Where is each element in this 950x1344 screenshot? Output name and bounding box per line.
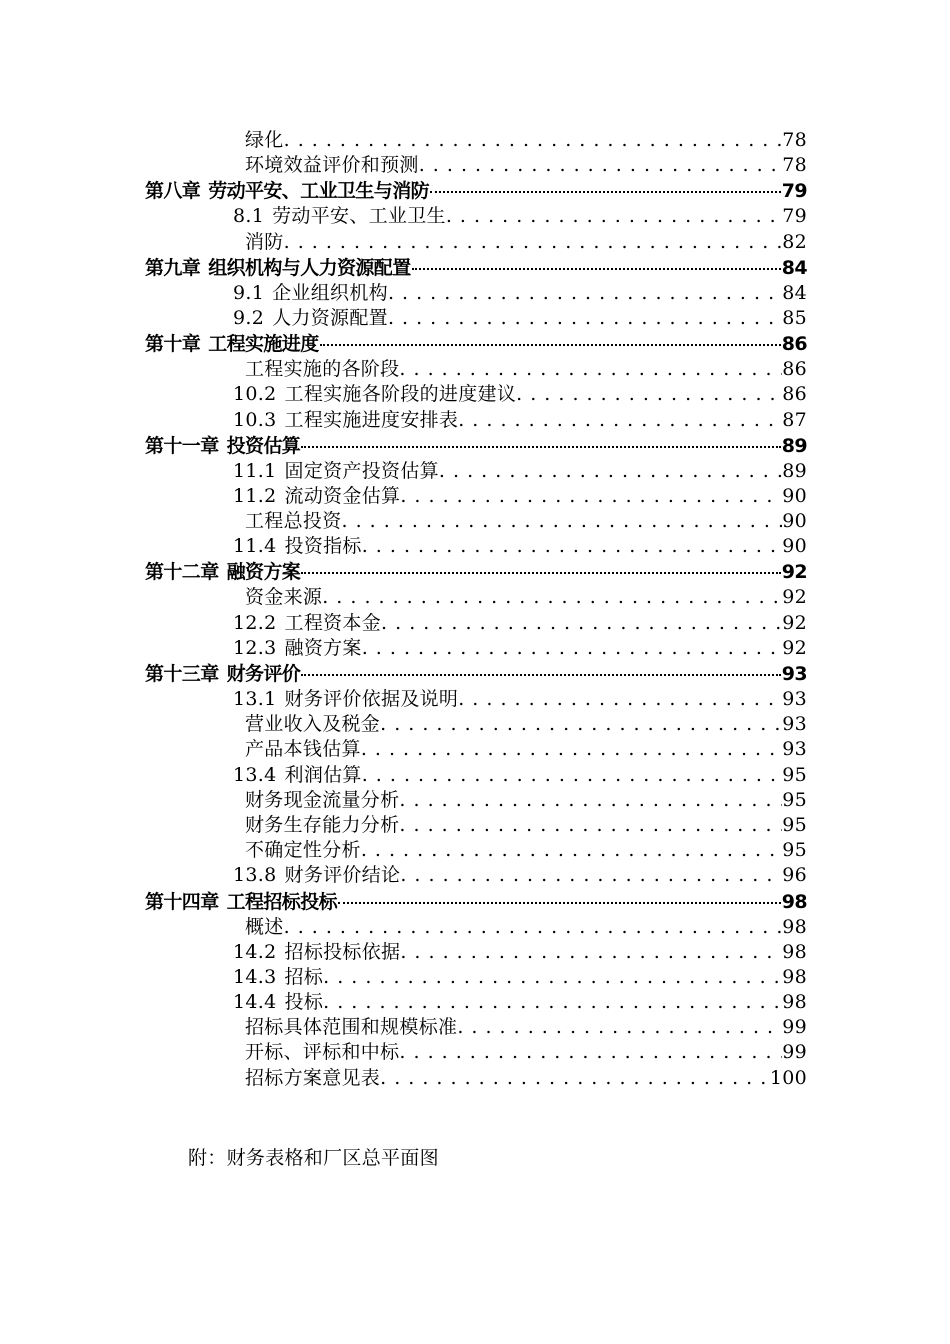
toc-section-entry[interactable] (145, 1015, 807, 1040)
toc-section-entry[interactable] (145, 915, 807, 940)
toc-chapter-entry[interactable] (145, 331, 807, 357)
chapter-title: 财务评价 (226, 663, 301, 685)
dot-leader (516, 382, 782, 407)
section-title: 工程实施进度安排表 (284, 408, 459, 431)
page-number: 78 (782, 154, 807, 177)
toc-section-entry[interactable] (145, 204, 807, 229)
toc-section-entry[interactable] (145, 990, 807, 1015)
toc-chapter-entry[interactable] (145, 255, 807, 281)
dot-leader (301, 674, 781, 676)
section-title: 不确定性分析 (245, 839, 361, 862)
dot-leader (322, 585, 782, 610)
page-number: 84 (781, 256, 807, 279)
page-number: 89 (781, 434, 807, 457)
toc-section-entry[interactable] (145, 611, 807, 636)
page-number: 90 (782, 510, 807, 533)
page-number: 95 (782, 788, 807, 811)
toc-section-entry[interactable] (145, 1040, 807, 1065)
toc-section-entry[interactable] (145, 737, 807, 762)
dot-leader (412, 268, 781, 270)
section-number: 12.3 (233, 636, 277, 659)
dot-leader (342, 509, 783, 534)
chapter-number: 第十三章 (145, 663, 219, 685)
dot-leader (400, 484, 782, 509)
dot-leader (388, 306, 782, 331)
page-number: 93 (782, 713, 807, 736)
dot-leader (381, 611, 782, 636)
page-number: 86 (781, 333, 807, 356)
dot-leader (362, 763, 783, 788)
toc-section-entry[interactable] (145, 128, 807, 153)
toc-section-entry[interactable] (145, 585, 807, 610)
toc-section-entry[interactable] (145, 484, 807, 509)
section-title: 工程实施各阶段的进度建议 (284, 383, 517, 406)
dot-leader (284, 230, 783, 255)
section-title: 工程实施的各阶段 (245, 358, 400, 381)
toc-section-entry[interactable] (145, 306, 807, 331)
dot-leader (399, 813, 782, 838)
toc-section-entry[interactable] (145, 509, 807, 534)
section-title: 绿化 (245, 129, 284, 151)
appendix-note: 附：财务表格和厂区总平面图 (188, 1147, 439, 1169)
section-title: 概述 (245, 915, 284, 938)
section-number: 14.3 (233, 965, 277, 988)
section-number: 14.4 (233, 991, 277, 1014)
page-number: 86 (782, 383, 807, 406)
dot-leader (419, 153, 783, 178)
section-title: 产品本钱估算 (245, 738, 361, 761)
page-number: 89 (782, 459, 807, 482)
page-number: 86 (782, 358, 807, 381)
toc-section-entry[interactable] (145, 813, 807, 838)
page-number: 90 (782, 484, 807, 507)
page-number: 95 (782, 763, 807, 786)
page-number: 98 (782, 991, 807, 1014)
section-title: 工程资本金 (284, 611, 382, 634)
section-number: 11.2 (233, 484, 277, 507)
section-title: 资金来源 (245, 586, 323, 609)
dot-leader (301, 572, 781, 574)
chapter-number: 第十四章 (145, 890, 219, 913)
section-title: 消防 (245, 230, 284, 253)
section-title: 利润估算 (284, 763, 362, 786)
page-number: 92 (782, 611, 807, 634)
section-number: 13.8 (233, 864, 277, 887)
dot-leader (400, 863, 782, 888)
page-number: 84 (782, 281, 807, 304)
toc-chapter-entry[interactable] (145, 559, 807, 585)
toc-section-entry[interactable] (145, 382, 807, 407)
toc-section-entry[interactable] (145, 863, 807, 888)
page-number: 98 (782, 965, 807, 988)
page-number: 99 (782, 1041, 807, 1064)
dot-leader (458, 408, 782, 433)
section-title: 招标具体范围和规模标准 (245, 1016, 458, 1039)
toc-section-entry[interactable] (145, 687, 807, 712)
toc-section-entry[interactable] (145, 1066, 807, 1091)
dot-leader (361, 838, 782, 863)
page-number: 90 (782, 535, 807, 558)
page-number: 92 (782, 636, 807, 659)
section-number: 13.1 (233, 688, 277, 710)
dot-leader (388, 281, 782, 306)
chapter-number: 第九章 (145, 256, 201, 279)
section-title: 招标投标依据 (284, 940, 401, 963)
page-number: 79 (781, 180, 807, 203)
chapter-title: 融资方案 (226, 561, 301, 584)
page-number: 98 (781, 890, 807, 913)
dot-leader (457, 1015, 782, 1040)
dot-leader (320, 344, 781, 346)
toc-section-entry[interactable] (145, 712, 807, 737)
section-title: 招标方案意见表 (245, 1066, 381, 1089)
section-number: 11.4 (233, 535, 277, 558)
section-number: 12.2 (233, 611, 277, 634)
section-title: 财务现金流量分析 (245, 788, 400, 811)
section-title: 投资指标 (284, 535, 362, 558)
chapter-number: 第十一章 (145, 434, 219, 457)
section-title: 招标 (284, 965, 324, 988)
section-number: 8.1 (233, 205, 265, 228)
section-number: 11.1 (233, 459, 277, 482)
toc-section-entry[interactable] (145, 357, 807, 382)
dot-leader (301, 446, 781, 448)
page-number: 95 (782, 813, 807, 836)
page-number: 78 (782, 129, 807, 151)
section-number: 14.2 (233, 940, 277, 963)
chapter-number: 第十二章 (145, 561, 219, 584)
section-title: 财务生存能力分析 (245, 813, 400, 836)
toc-chapter-entry[interactable] (145, 178, 807, 204)
chapter-title: 劳动平安、工业卫生与消防 (208, 180, 430, 203)
page-number: 85 (782, 306, 807, 329)
section-title: 融资方案 (284, 636, 362, 659)
chapter-title: 组织机构与人力资源配置 (208, 256, 411, 279)
page-number: 93 (781, 663, 807, 685)
section-title: 流动资金估算 (284, 484, 401, 507)
section-title: 企业组织机构 (272, 281, 388, 304)
toc-chapter-entry[interactable] (145, 889, 807, 915)
page-number: 93 (782, 688, 807, 710)
table-of-contents (145, 128, 807, 1091)
dot-leader (399, 788, 782, 813)
section-title: 固定资产投资估算 (284, 459, 439, 482)
page-number: 99 (782, 1016, 807, 1039)
section-title: 投标 (284, 991, 324, 1014)
dot-leader (399, 1040, 782, 1065)
page-number: 95 (782, 839, 807, 862)
toc-section-entry[interactable] (145, 838, 807, 863)
page-number: 98 (782, 915, 807, 938)
page-number: 96 (782, 864, 807, 887)
page-number: 98 (782, 940, 807, 963)
dot-leader (439, 459, 782, 484)
page-number: 87 (782, 408, 807, 431)
dot-leader (323, 965, 782, 990)
dot-leader (446, 204, 782, 229)
toc-section-entry[interactable] (145, 763, 807, 788)
page-number: 82 (782, 230, 807, 253)
toc-section-entry[interactable] (145, 459, 807, 484)
toc-section-entry[interactable] (145, 636, 807, 661)
page-number: 79 (782, 205, 807, 228)
section-title: 开标、评标和中标 (245, 1041, 400, 1064)
chapter-title: 投资估算 (226, 434, 301, 457)
toc-chapter-entry[interactable] (145, 661, 807, 687)
page-number: 100 (769, 1066, 807, 1089)
chapter-number: 第八章 (145, 180, 201, 203)
section-title: 财务评价结论 (284, 864, 401, 887)
section-title: 人力资源配置 (272, 306, 388, 329)
chapter-number: 第十章 (145, 333, 201, 356)
section-number: 9.2 (233, 306, 265, 329)
section-number: 13.4 (233, 763, 277, 786)
section-title: 财务评价依据及说明 (284, 688, 459, 710)
section-number: 10.2 (233, 383, 277, 406)
dot-leader (430, 191, 781, 193)
dot-leader (338, 902, 781, 904)
toc-section-entry[interactable] (145, 534, 807, 559)
dot-leader (362, 636, 783, 661)
page-number: 92 (781, 561, 807, 584)
section-title: 劳动平安、工业卫生 (272, 205, 446, 228)
dot-leader (380, 1066, 770, 1091)
dot-leader (323, 990, 782, 1015)
dot-leader (284, 128, 783, 153)
toc-section-entry[interactable] (145, 940, 807, 965)
page-number: 92 (782, 586, 807, 609)
section-number: 9.1 (233, 281, 265, 304)
toc-section-entry[interactable] (145, 788, 807, 813)
dot-leader (458, 687, 782, 712)
dot-leader (400, 940, 782, 965)
dot-leader (362, 534, 783, 559)
toc-section-entry[interactable] (145, 281, 807, 306)
toc-chapter-entry[interactable] (145, 433, 807, 459)
toc-section-entry[interactable] (145, 153, 807, 178)
dot-leader (380, 712, 782, 737)
toc-section-entry[interactable] (145, 965, 807, 990)
chapter-title: 工程实施进度 (208, 333, 319, 356)
section-title: 营业收入及税金 (245, 713, 381, 736)
dot-leader (399, 357, 782, 382)
dot-leader (284, 915, 783, 940)
section-title: 环境效益评价和预测 (245, 154, 419, 177)
page-number: 93 (782, 738, 807, 761)
section-number: 10.3 (233, 408, 277, 431)
chapter-title: 工程招标投标 (226, 890, 338, 913)
section-title: 工程总投资 (245, 510, 342, 533)
toc-section-entry[interactable] (145, 230, 807, 255)
toc-section-entry[interactable] (145, 408, 807, 433)
dot-leader (361, 737, 782, 762)
